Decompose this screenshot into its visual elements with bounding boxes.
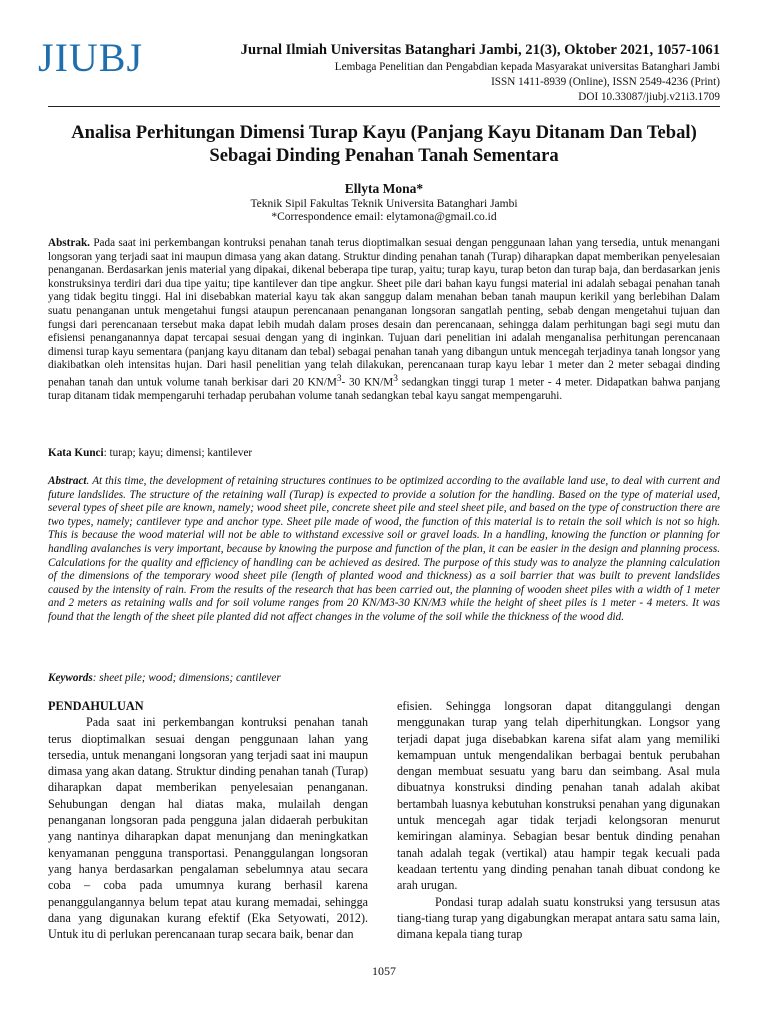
journal-title: Jurnal Ilmiah Universitas Batanghari Jambi, 21(3), Oktober 2021, 1057-1061 <box>240 42 720 58</box>
section-heading-pendahuluan: PENDAHULUAN <box>48 699 144 713</box>
keywords-label: Keywords <box>48 672 93 684</box>
kata-kunci-text: : turap; kayu; dimensi; kantilever <box>103 447 253 459</box>
keywords-text: : sheet pile; wood; dimensions; cantilever <box>92 672 281 684</box>
body-left-column <box>48 698 368 942</box>
abstrak-text-end-c: sedangkan tinggi turap 1 meter - 4 meter. Didapatkan bahwa panjang turap ditanam tidak mempengaruhi terhadap perubahan volume tanah sedangkan tebal kayu sangat mempengaruhi. <box>48 376 720 403</box>
header-rule <box>48 106 720 107</box>
kata-kunci-label: Kata Kunci <box>48 447 104 459</box>
body-paragraph: Pada saat ini perkembangan kontruksi penahan tanah terus dioptimalkan sesuai dengan penggunaan lahan yang tersedia, untuk menangani longsoran yang terjadi saat ini maupun dimasa yang akan datang. Struktur dinding penahan tanah (Turap) diharapkan dapat memberikan penyelesaian penanganan. Sehubungan dengan hal diatas maka, mulailah dengan penanganan longsoran pada pengguna jalan didaerah perbukitan yang nantinya diharapkan dapat menunjang dan meningkatkan kenyamanan pengguna transportasi. Penanggulangan longsoran yang hanya berdasarkan pengalaman sebelumnya atau secara coba – coba pada umumnya kurang berhasil karena penanggulangannya belum tepat atau kurang memadai, sehingga dana yang digunakan kurang efektif (Eka Setyowati, 2012). Untuk itu di perlukan perencanaan turap secara baik, benar dan <box>48 715 368 942</box>
abstrak-paragraph <box>48 237 720 404</box>
abstrak-label: Abstrak. <box>48 237 90 249</box>
author-affiliation: Teknik Sipil Fakultas Teknik Universita Batanghari Jambi <box>250 198 518 210</box>
abstract-paragraph <box>48 475 720 625</box>
superscript-3: 3 <box>336 373 342 384</box>
body-paragraph: efisien. Sehingga longsoran dapat ditanggulangi dengan menggunakan turap yang telah diperhitungkan. Longsor yang terjadi dapat juga disebabkan karena sifat alam yang memiliki kemampuan untuk mengendalikan berbagai bentuk perubahan dengan membuat sesuatu yang baru dan seimbang. Asal mula dibuatnya konstruksi dinding penahan tanah adalah akibat bertambah luasnya kebutuhan konstruksi penahan yang digunakan untuk mencegah agar tidak terjadi kelongsoran menurut kemiringan alaminya. Sebagian besar bentuk dinding penahan tanah adalah tegak (vertikal) atau hampir tegak kecuali pada keadaan tertentu yang dinding penahan tanah dibuat condong ke arah urugan. <box>397 699 720 893</box>
abstract-text: . At this time, the development of retaining structures continues to be optimized according to the available land use, to deal with current and future landslides. The structure of the retaining wall (Turap) is expected to provide a solution for the handling. Based on the type of material used, several types of sheet pile are known, namely; wood sheet pile, concrete sheet pile and steel sheet pile, and based on the type of construction there are two types, namely; cantilever type and anchor type. Sheet pile made of wood, the function of this material is to retain the soil which is not so high. This is because the wood material will not be able to withstand excessive soil or gravel loads. In a handling, knowing the function or planning for handling avalanches is very important, because by knowing the purpose and function of the plan, it can be easier in the design and planning process. Calculations for the quality and efficiency of handling can be achieved as desired. The purpose of this study was to analyze the planning calculation of the dimensions of the temporary wood sheet pile (length of planted wood and thickness) as a soil barrier that was built to prevent landslides caused by the intensity of rain. From the results of the research that has been carried out, the planning of wooden sheet piles with a width of 1 meter and 2 meters as retaining walls and for soil volume ranges from 20 KN/M3-30 KN/M3 while the height of sheet piles is 1 meter - 4 meters. It was found that the length of the sheet pile planted did not affect changes in the volume of the soil while the thickness of the wood did. <box>48 475 720 623</box>
correspondence-email: *Correspondence email: elytamona@gmail.co.id <box>271 211 497 223</box>
superscript-3: 3 <box>393 373 398 384</box>
paper-title-line2: Sebagai Dinding Penahan Tanah Sementara <box>209 145 559 166</box>
keywords <box>48 672 720 686</box>
abstrak-text-end-a: 20 KN/M <box>292 376 337 389</box>
author-name: Ellyta Mona* <box>344 181 424 196</box>
journal-doi: DOI 10.33087/jiubj.v21i3.1709 <box>578 91 720 103</box>
abstrak-text-end-b: - 30 KN/M <box>341 376 394 389</box>
kata-kunci <box>48 447 720 461</box>
abstract-label: Abstract <box>48 475 87 487</box>
journal-publisher: Lembaga Penelitian dan Pengabdian kepada Masyarakat universitas Batanghari Jambi <box>334 61 720 73</box>
journal-issn: ISSN 1411-8939 (Online), ISSN 2549-4236 (Print) <box>491 76 720 88</box>
paper-title-line1: Analisa Perhitungan Dimensi Turap Kayu (Panjang Kayu Ditanam Dan Tebal) <box>71 122 697 143</box>
body-right-column <box>397 698 720 942</box>
body-paragraph: Pondasi turap adalah suatu konstruksi yang tersusun atas tiang-tiang turap yang digabungkan merapat antara satu sama lain, dimana kepala tiang turap <box>397 894 720 942</box>
page-number: 1057 <box>372 964 396 978</box>
journal-logo: JIUBJ <box>38 35 144 80</box>
abstrak-text: Pada saat ini perkembangan kontruksi penahan tanah terus dioptimalkan sesuai dengan penggunaan lahan yang tersedia, untuk menangani longsoran yang terjadi saat ini maupun dimasa yang akan datang. Struktur dinding penahan tanah (Turap) diharapkan dapat memberikan penyelesaian penanganan. Berdasarkan jenis material yang dipakai, dikenal beberapa tipe turap, yaitu; turap kayu, turap beton dan turap baja, dan berdasarkan jenis konstruksinya terdiri dari dua tipe yaitu; tipe kantilever dan tipe angkur. Sheet pile dari bahan kayu fungsi material ini adalah sebagai penahan tanah yang tidak begitu tinggi. Hal ini disebabkan material kayu tak akan sanggup dalam menahan beban tanah maupun kerikil yang berlebihan Dalam suatu penanganan untuk mengetahui fungsi ataupun perencanaan penanganan longsoran sangatlah penting, sebab dengan mengetahui tujuan dan fungsi dari perencanaan tersebut maka dapat lebih mudah dalam proses desain dan perencanaan, sehingga dalam perhitungan bagi segi mutu dan efisiensi penanganannya dapat tercapai sesuai dengan yang di inginkan. Tujuan dari penelitian ini adalah menganalisa perhitungan perencanaan dimensi turap kayu sementara (panjang kayu ditanam dan tebal) sebagai penahan tanah yang dibangun untuk mencegah terjadinya tanah longsor yang diakibatkan oleh intensitas hujan. Dari hasil penelitian yang telah dilakukan, perencanaan turap kayu lebar 1 meter dan 2 meter sebagai dinding penahan tanah dan untuk volume tanah berkisar dari <box>48 237 721 389</box>
